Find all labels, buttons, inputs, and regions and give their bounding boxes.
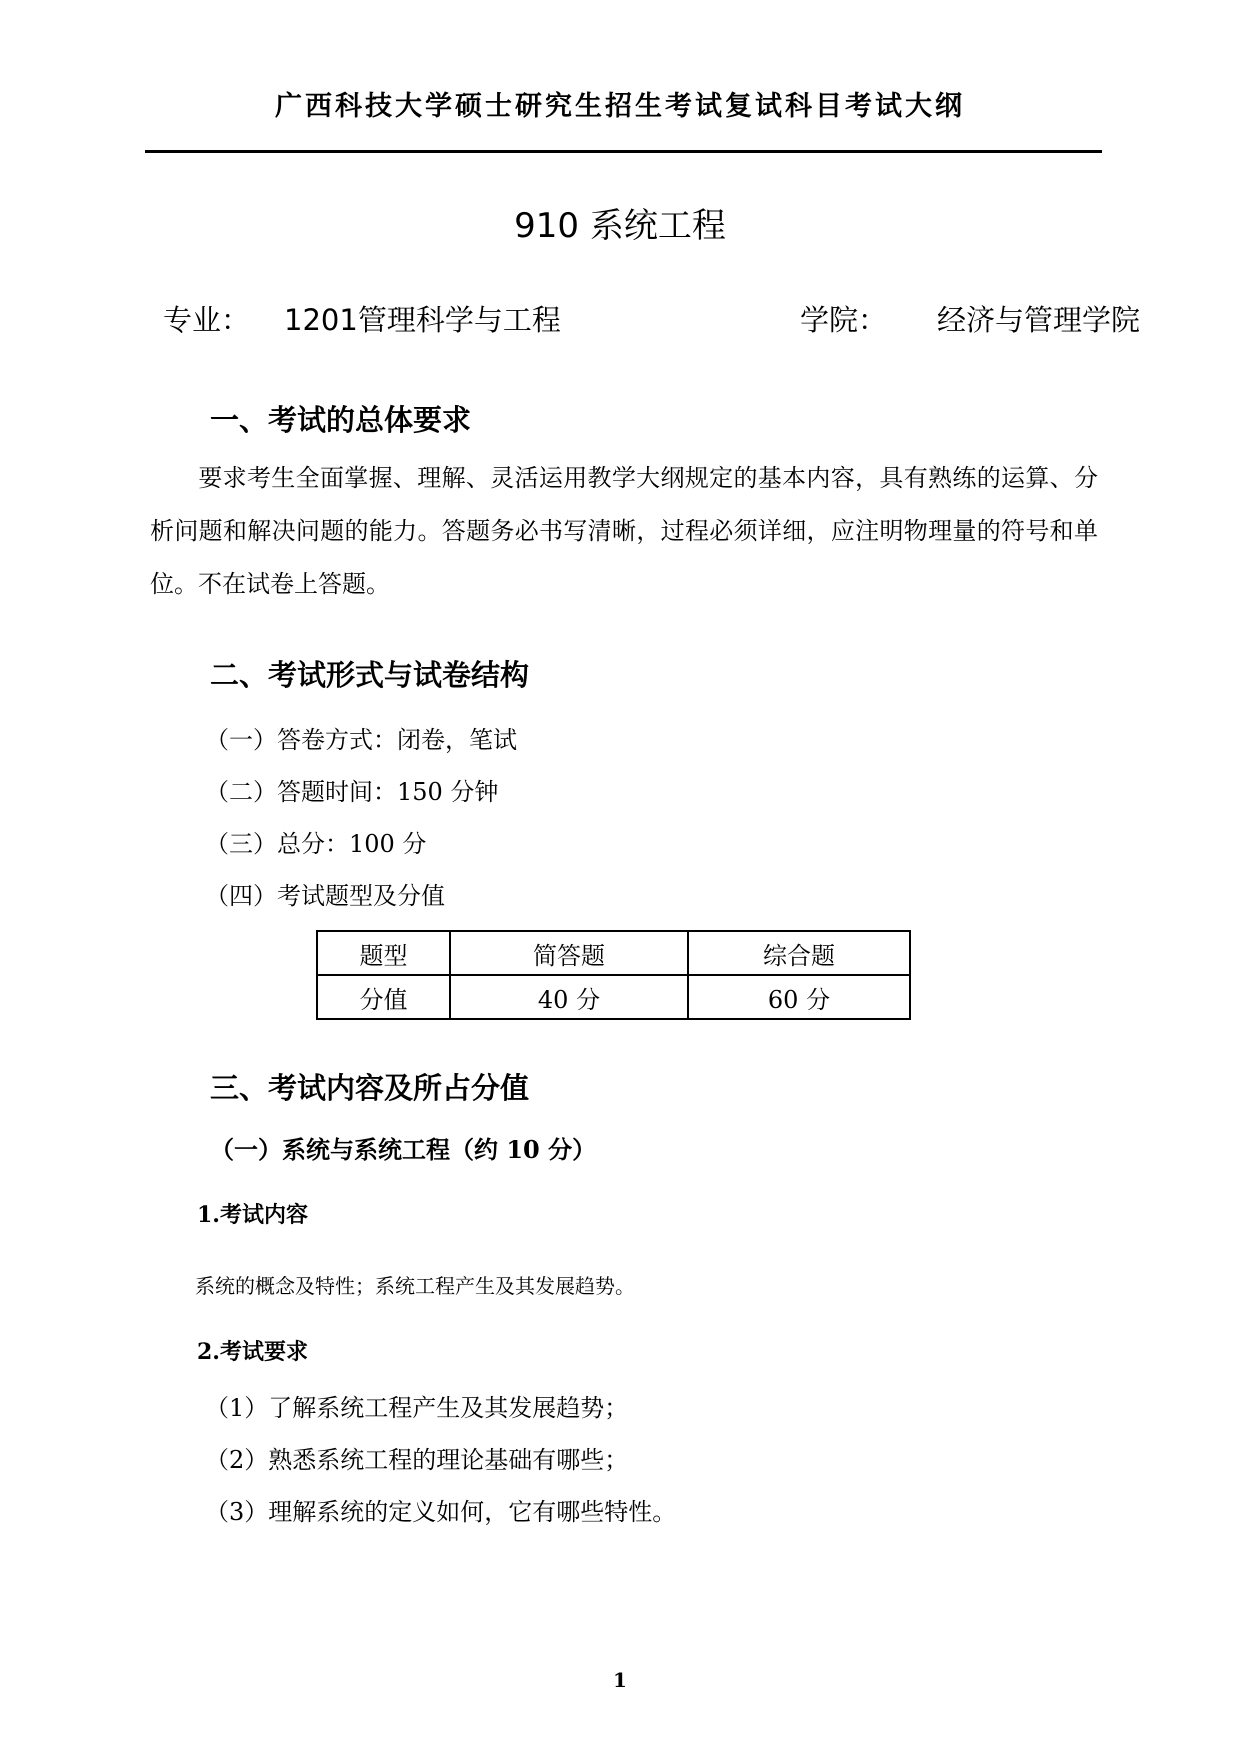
school-line: [800, 298, 1140, 339]
table-cell: 分值: [317, 975, 450, 1019]
requirements-heading: 2.考试要求: [197, 1339, 308, 1365]
exam-item-2: （二）答题时间：150 分钟: [205, 778, 499, 806]
content-text: 系统的概念及特性；系统工程产生及其发展趋势。: [195, 1274, 635, 1298]
exam-item-3: （三）总分：100 分: [205, 830, 427, 858]
requirement-item-1: （1）了解系统工程产生及其发展趋势；: [205, 1394, 629, 1422]
table-cell: 综合题: [688, 931, 910, 975]
table-row: [317, 931, 910, 975]
table-cell: 40 分: [450, 975, 688, 1019]
subsection1-heading: （一）系统与系统工程（约 10 分）: [210, 1135, 597, 1164]
requirement-item-2: （2）熟悉系统工程的理论基础有哪些；: [205, 1446, 629, 1474]
school-label: 学院：: [800, 303, 888, 337]
table-cell: 60 分: [688, 975, 910, 1019]
major-value: 1201管理科学与工程: [284, 303, 561, 337]
exam-item-4: （四）考试题型及分值: [205, 882, 445, 910]
exam-item-1: （一）答卷方式：闭卷，笔试: [205, 726, 517, 754]
section1-paragraph-text: 要求考生全面掌握、理解、灵活运用教学大纲规定的基本内容，具有熟练的运算、分析问题和解决问题的能力。答题务必书写清晰，过程必须详细，应注明物理量的符号和单位。不在试卷上答题。: [150, 464, 1098, 598]
document-title: 910 系统工程: [514, 206, 726, 246]
header-rule: [145, 150, 1102, 153]
score-table: [316, 930, 911, 1020]
section3-heading: 三、考试内容及所占分值: [210, 1071, 530, 1105]
content-heading: 1.考试内容: [197, 1202, 308, 1228]
requirement-item-3: （3）理解系统的定义如何，它有哪些特性。: [205, 1498, 677, 1526]
school-value: 经济与管理学院: [937, 303, 1141, 337]
table-cell: 题型: [317, 931, 450, 975]
section1-heading: 一、考试的总体要求: [210, 403, 472, 437]
table-cell: 简答题: [450, 931, 688, 975]
section1-paragraph: [150, 452, 1098, 611]
major-label: 专业：: [163, 303, 251, 337]
page-number: 1: [613, 1668, 627, 1692]
running-header: 广西科技大学硕士研究生招生考试复试科目考试大纲: [275, 91, 965, 122]
table-row: [317, 975, 910, 1019]
major-line: [163, 298, 561, 339]
section2-heading: 二、考试形式与试卷结构: [210, 658, 530, 692]
